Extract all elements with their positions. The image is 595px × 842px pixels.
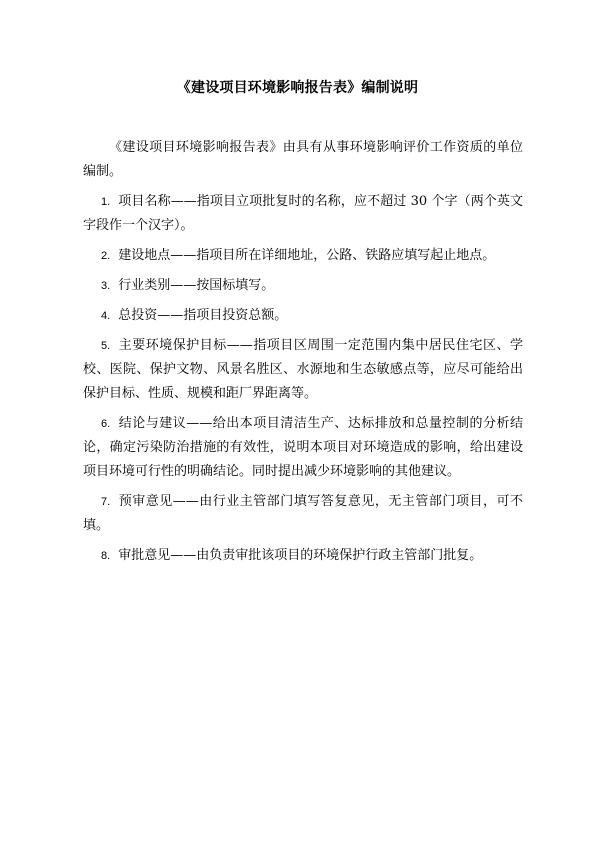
item-number: 8.	[101, 550, 111, 562]
item-text: 结论与建议——给出本项目清洁生产、达标排放和总量控制的分析结论，确定污染防治措施的有效性，说明本项目对环境造成的影响，给出建设项目环境可行性的明确结论。同时提出减少环境影响的其他建议。	[83, 416, 523, 479]
item-number: 7.	[101, 496, 111, 508]
item-text: 总投资——指项目投资总额。	[118, 308, 288, 323]
document-body	[83, 136, 523, 574]
item-text: 项目名称——指项目立项批复时的名称，应不超过 30 个字（两个英文字段作一个汉字）。	[83, 194, 523, 233]
list-item-1	[83, 190, 523, 238]
list-item-2	[83, 244, 523, 268]
item-number: 2.	[101, 250, 111, 262]
list-item-4	[83, 304, 523, 328]
item-text: 审批意见——由负责审批该项目的环境保护行政主管部门批复。	[118, 548, 483, 563]
item-text: 建设地点——指项目所在详细地址，公路、铁路应填写起止地点。	[118, 248, 496, 263]
item-number: 1.	[101, 196, 111, 208]
item-number: 3.	[101, 280, 111, 292]
list-item-8	[83, 544, 523, 568]
list-item-7	[83, 490, 523, 538]
intro-paragraph: 《建设项目环境影响报告表》由具有从事环境影响评价工作资质的单位编制。	[83, 140, 523, 179]
item-number: 4.	[101, 310, 111, 322]
list-item-6	[83, 412, 523, 484]
list-item-5	[83, 334, 523, 406]
item-number: 6.	[101, 418, 111, 430]
item-number: 5.	[101, 340, 111, 352]
list-item-3	[83, 274, 523, 298]
document-title: 《建设项目环境影响报告表》编制说明	[176, 80, 419, 96]
item-text: 行业类别——按国标填写。	[118, 278, 275, 293]
item-text: 预审意见——由行业主管部门填写答复意见，无主管部门项目，可不填。	[83, 494, 523, 533]
item-text: 主要环境保护目标——指项目区周围一定范围内集中居民住宅区、学校、医院、保护文物、风景名胜区、水源地和生态敏感点等，应尽可能给出保护目标、性质、规模和距厂界距离等。	[83, 338, 523, 401]
